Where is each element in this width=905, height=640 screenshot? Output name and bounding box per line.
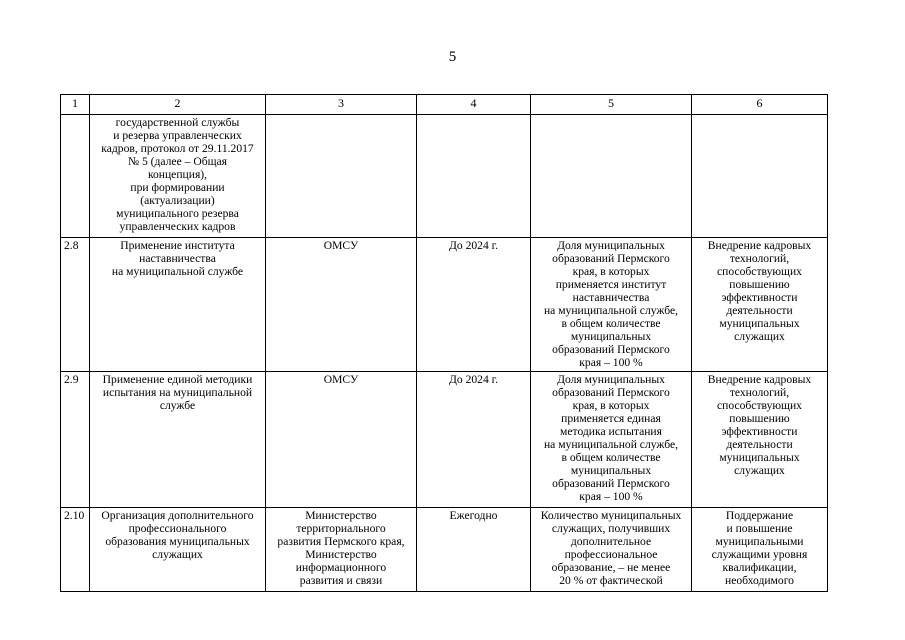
table-row xyxy=(61,238,828,372)
header-cell-2: 2 xyxy=(90,95,266,115)
row-number: 2.10 xyxy=(61,508,90,592)
header-cell-1: 1 xyxy=(61,95,90,115)
indicator-cell: Доля муниципальных образований Пермского края, в которых применяется единая методика испытания на муниципальной службе, в общем количестве муниципальных образований Пермского края – 100 % xyxy=(531,372,692,508)
result-cell xyxy=(692,115,828,238)
header-cell-3: 3 xyxy=(266,95,417,115)
header-cell-4: 4 xyxy=(417,95,531,115)
header-cell-5: 5 xyxy=(531,95,692,115)
deadline-cell xyxy=(417,115,531,238)
row-number: 2.8 xyxy=(61,238,90,372)
result-cell: Поддержание и повышение муниципальными служащими уровня квалификации, необходимого xyxy=(692,508,828,592)
deadline-cell: Ежегодно xyxy=(417,508,531,592)
indicator-cell: Доля муниципальных образований Пермского края, в которых применяется институт наставничества на муниципальной службе, в общем количестве муниципальных образований Пермского края – 100 % xyxy=(531,238,692,372)
executor-cell: ОМСУ xyxy=(266,238,417,372)
measure-name-cell: Применение института наставничества на муниципальной службе xyxy=(90,238,266,372)
table-row xyxy=(61,372,828,508)
table-row xyxy=(61,115,828,238)
table-header-row xyxy=(61,95,828,115)
deadline-cell: До 2024 г. xyxy=(417,238,531,372)
result-cell: Внедрение кадровых технологий, способствующих повышению эффективности деятельности муниципальных служащих xyxy=(692,372,828,508)
header-cell-6: 6 xyxy=(692,95,828,115)
row-number xyxy=(61,115,90,238)
executor-cell: Министерство территориального развития Пермского края, Министерство информационного развития и связи xyxy=(266,508,417,592)
executor-cell xyxy=(266,115,417,238)
measure-name-cell: Организация дополнительного профессионального образования муниципальных служащих xyxy=(90,508,266,592)
table-row xyxy=(61,508,828,592)
row-number: 2.9 xyxy=(61,372,90,508)
measure-name-cell: государственной службы и резерва управленческих кадров, протокол от 29.11.2017 № 5 (далее – Общая концепция), при формировании (актуализации) муниципального резерва управленческих кадров xyxy=(90,115,266,238)
result-cell: Внедрение кадровых технологий, способствующих повышению эффективности деятельности муниципальных служащих xyxy=(692,238,828,372)
indicator-cell: Количество муниципальных служащих, получивших дополнительное профессиональное образование, – не менее 20 % от фактической xyxy=(531,508,692,592)
page-number: 5 xyxy=(448,49,457,65)
indicator-cell xyxy=(531,115,692,238)
measures-table xyxy=(60,94,828,592)
executor-cell: ОМСУ xyxy=(266,372,417,508)
measure-name-cell: Применение единой методики испытания на муниципальной службе xyxy=(90,372,266,508)
deadline-cell: До 2024 г. xyxy=(417,372,531,508)
